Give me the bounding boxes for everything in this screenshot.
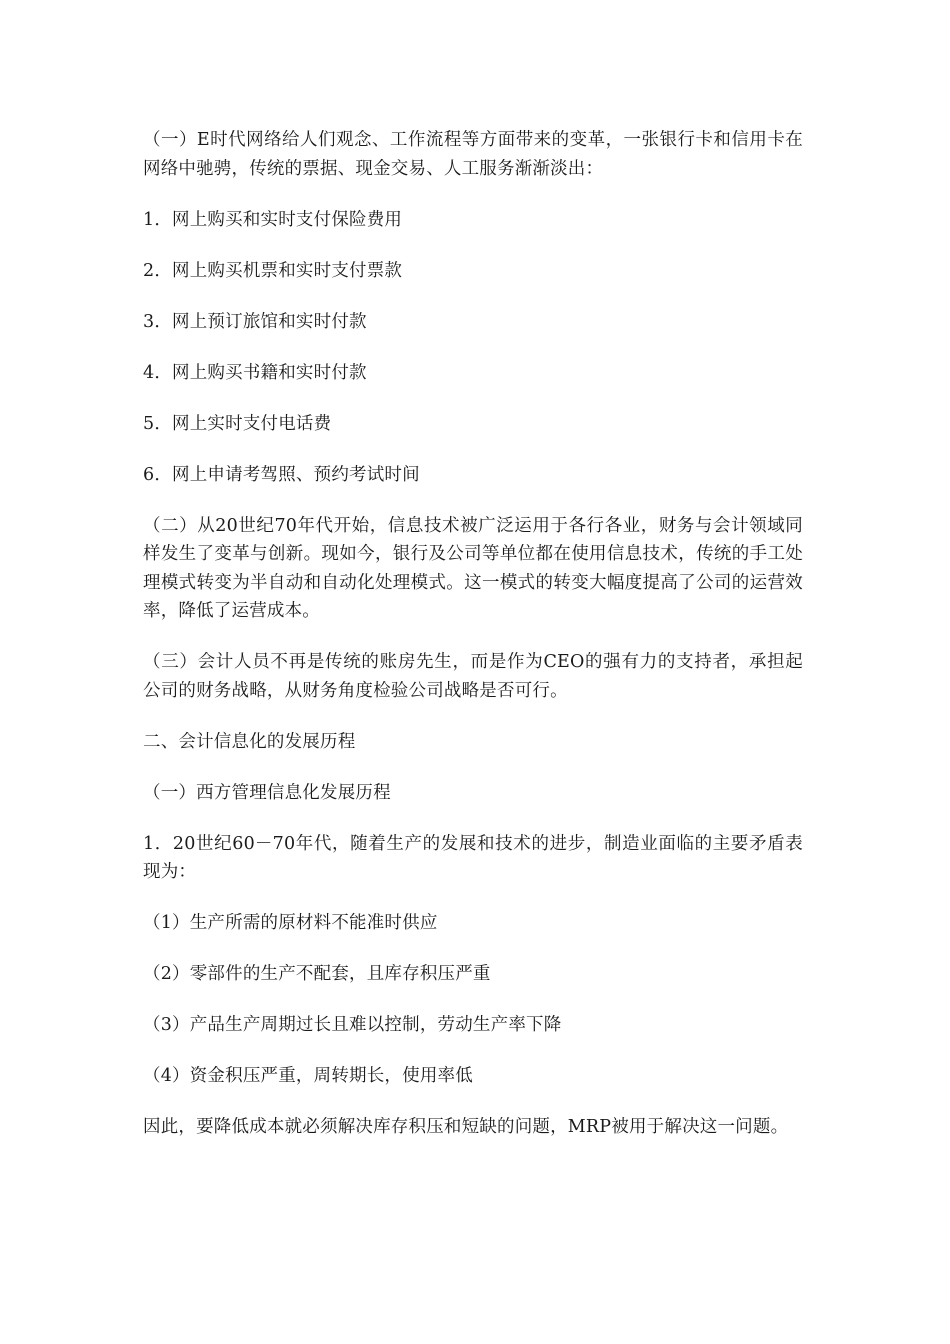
section-heading-history: 二、会计信息化的发展历程 — [143, 731, 356, 752]
paragraph-mrp-conclusion: 因此，要降低成本就必须解决库存积压和短缺的问题，MRP被用于解决这一问题。 — [143, 1117, 789, 1137]
document-body — [143, 126, 803, 1164]
paragraph-1960s-1970s: 1．20世纪60－70年代，随着生产的发展和技术的进步，制造业面临的主要矛盾表现为： — [143, 833, 803, 882]
list-item-parts: （2）零部件的生产不配套，且库存积压严重 — [143, 964, 491, 984]
paragraph-e-era-intro: （一）E时代网络给人们观念、工作流程等方面带来的变革，一张银行卡和信用卡在网络中驰骋，传统的票据、现金交易、人工服务渐渐淡出： — [143, 130, 803, 179]
list-item-capital: （4）资金积压严重，周转期长，使用率低 — [143, 1066, 473, 1086]
list-item-phone-bill: 5．网上实时支付电话费 — [143, 413, 332, 434]
list-item-hotel: 3．网上预订旅馆和实时付款 — [143, 311, 367, 332]
paragraph-it-since-1970s: （二）从20世纪70年代开始，信息技术被广泛运用于各行各业，财务与会计领域同样发生了变革与创新。现如今，银行及公司等单位都在使用信息技术，传统的手工处理模式转变为半自动和自动化处理模式。这一模式的转变大幅度提高了公司的运营效率，降低了运营成本。 — [143, 515, 803, 621]
list-item-cycle: （3）产品生产周期过长且难以控制，劳动生产率下降 — [143, 1015, 562, 1035]
list-item-insurance: 1．网上购买和实时支付保险费用 — [143, 209, 403, 230]
list-item-driving-license: 6．网上申请考驾照、预约考试时间 — [143, 464, 420, 485]
subsection-heading-western: （一）西方管理信息化发展历程 — [143, 782, 391, 803]
paragraph-accountant-role: （三）会计人员不再是传统的账房先生，而是作为CEO的强有力的支持者，承担起公司的财务战略，从财务角度检验公司战略是否可行。 — [143, 652, 803, 701]
list-item-raw-material: （1）生产所需的原材料不能准时供应 — [143, 913, 438, 933]
list-item-books: 4．网上购买书籍和实时付款 — [143, 362, 367, 383]
list-item-air-ticket: 2．网上购买机票和实时支付票款 — [143, 260, 403, 281]
